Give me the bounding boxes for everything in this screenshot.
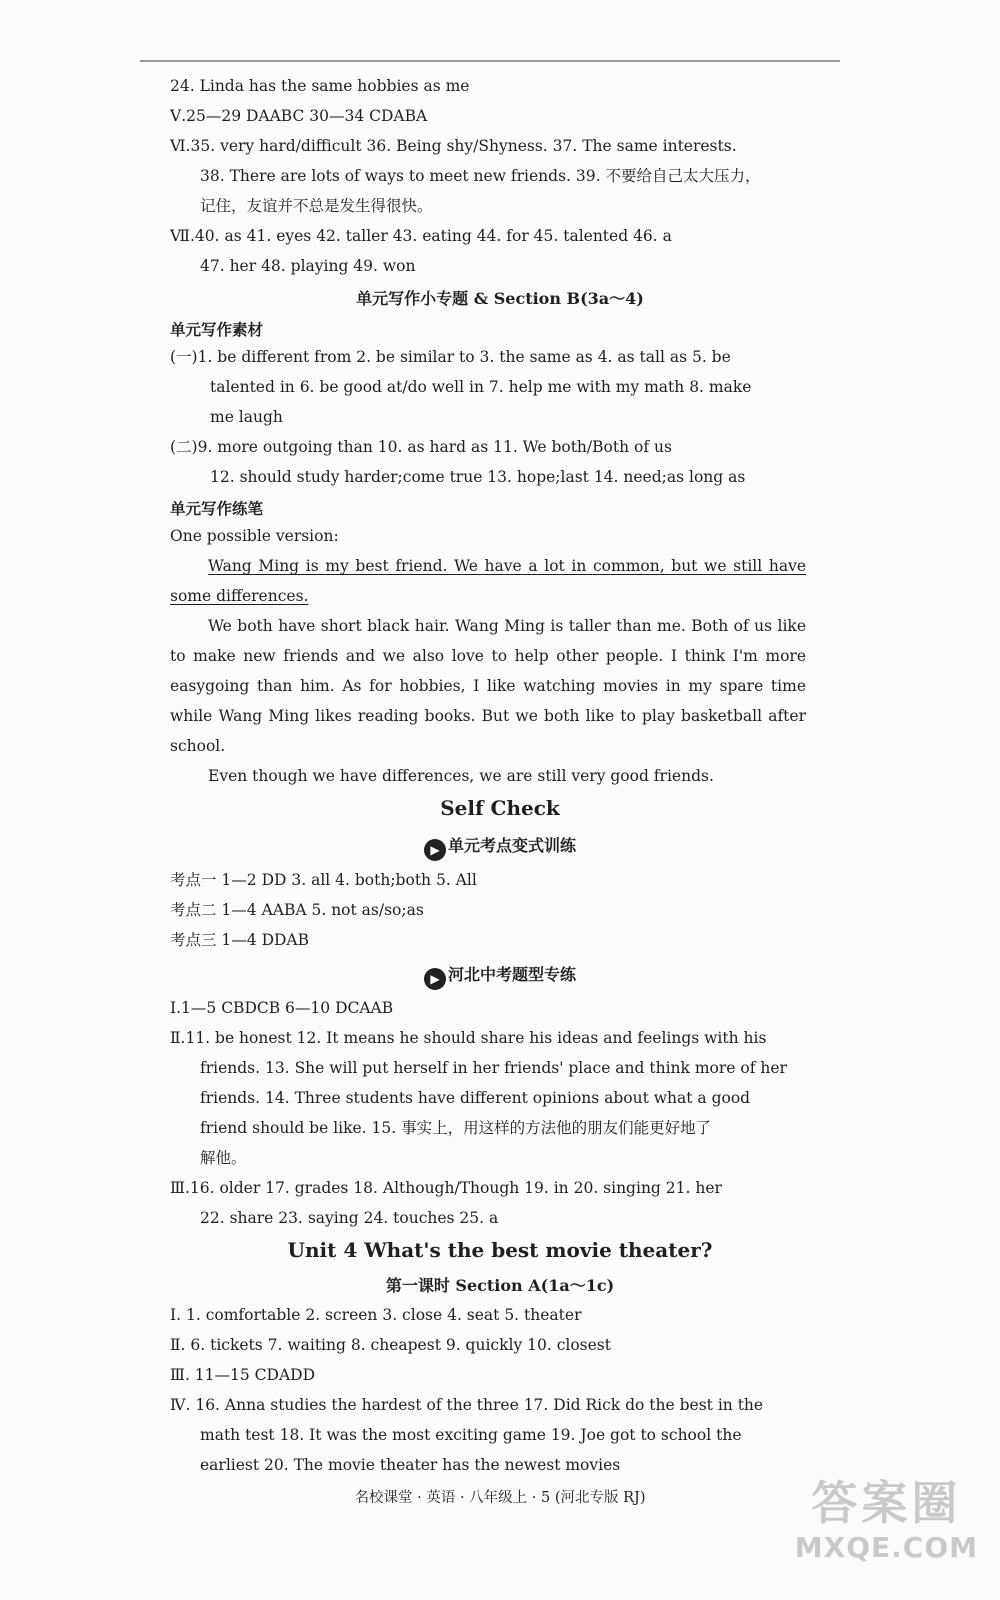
self-check-title: Self Check bbox=[440, 796, 560, 820]
unit4-lesson-title: 第一课时 Section A(1a～1c) bbox=[385, 1276, 615, 1295]
hebei-line-3a: Ⅲ.16. older 17. grades 18. Although/Though 19. in 20. singing 21. her bbox=[170, 1179, 722, 1197]
unit4-line-4c: earliest 20. The movie theater has the newest movies bbox=[200, 1456, 621, 1474]
hebei-line-2a: Ⅱ.11. be honest 12. It means he should share his ideas and feelings with his bbox=[170, 1029, 767, 1047]
hebei-line-2e: 解他。 bbox=[200, 1149, 247, 1167]
essay-paragraph-3: Even though we have differences, we are still very good friends. bbox=[208, 767, 714, 785]
answer-line-vi-a: Ⅵ.35. very hard/difficult 36. Being shy/Shyness. 37. The same interests. bbox=[170, 137, 737, 155]
essay-paragraph-1 bbox=[170, 551, 806, 611]
self-check-section-2 bbox=[0, 962, 1000, 990]
unit4-line-3: Ⅲ. 11—15 CDADD bbox=[170, 1366, 316, 1384]
hebei-line-2b: friends. 13. She will put herself in her friends' place and think more of her bbox=[200, 1059, 787, 1077]
unit4-line-1: Ⅰ. 1. comfortable 2. screen 3. close 4. seat 5. theater bbox=[170, 1306, 582, 1324]
answer-line-vii-a: Ⅶ.40. as 41. eyes 42. taller 43. eating 44. for 45. talented 46. a bbox=[170, 227, 672, 245]
possible-version-label: One possible version: bbox=[170, 527, 339, 545]
answer-line-v: Ⅴ.25—29 DAABC 30—34 CDABA bbox=[170, 107, 428, 125]
writing-section-title: 单元写作小专题 & Section B(3a～4) bbox=[356, 289, 644, 308]
essay-paragraph-2: We both have short black hair. Wang Ming is taller than me. Both of us like to make new friends and we also love to help other people. I think I'm more easygoing than him. As for hobbies, I like watching movies in my spare time while Wang Ming likes reading books. But we both like to play basketball after school. bbox=[170, 617, 806, 755]
hebei-line-3b: 22. share 23. saying 24. touches 25. a bbox=[200, 1209, 499, 1227]
material-line-1b: talented in 6. be good at/do well in 7. help me with my math 8. make bbox=[210, 378, 752, 396]
self-check-section-1-title: 单元考点变式训练 bbox=[447, 836, 576, 855]
answer-line-24: 24. Linda has the same hobbies as me bbox=[170, 77, 470, 95]
self-check-section-2-title: 河北中考题型专练 bbox=[447, 965, 576, 984]
unit4-line-2: Ⅱ. 6. tickets 7. waiting 8. cheapest 9. quickly 10. closest bbox=[170, 1336, 611, 1354]
material-line-2a: (二)9. more outgoing than 10. as hard as 11. We both/Both of us bbox=[170, 438, 672, 456]
material-line-1a: (一)1. be different from 2. be similar to 3. the same as 4. as tall as 5. be bbox=[170, 348, 731, 366]
self-check-section-1 bbox=[0, 833, 1000, 861]
hebei-line-1: Ⅰ.1—5 CBDCB 6—10 DCAAB bbox=[170, 999, 394, 1017]
material-line-1c: me laugh bbox=[210, 408, 283, 426]
page-footer: 名校课堂 · 英语 · 八年级上 · 5 (河北专版 RJ) bbox=[354, 1490, 646, 1506]
hebei-line-2d: friend should be like. 15. 事实上，用这样的方法他的朋友们能更好地了 bbox=[200, 1119, 712, 1137]
top-rule bbox=[140, 60, 840, 62]
watermark-bottom: MXQE.COM bbox=[794, 1531, 978, 1564]
essay-topic-sentence: Wang Ming is my best friend. We have a lot in common, but we still have some differences. bbox=[170, 557, 806, 605]
play-arrow-icon: ▶ bbox=[424, 839, 446, 861]
answer-line-vi-b: 38. There are lots of ways to meet new friends. 39. 不要给自己太大压力， bbox=[200, 167, 761, 185]
play-arrow-icon: ▶ bbox=[424, 968, 446, 990]
answer-line-vii-b: 47. her 48. playing 49. won bbox=[200, 257, 416, 275]
unit4-line-4b: math test 18. It was the most exciting game 19. Joe got to school the bbox=[200, 1426, 742, 1444]
unit4-title: Unit 4 What's the best movie theater? bbox=[287, 1238, 713, 1262]
key-point-3: 考点三 1—4 DDAB bbox=[170, 931, 310, 949]
answer-line-vi-c: 记住，友谊并不总是发生得很快。 bbox=[200, 197, 433, 215]
writing-practice-title: 单元写作练笔 bbox=[170, 500, 264, 518]
hebei-line-2c: friends. 14. Three students have different opinions about what a good bbox=[200, 1089, 751, 1107]
writing-material-title: 单元写作素材 bbox=[170, 321, 264, 339]
key-point-2: 考点二 1—4 AABA 5. not as/so;as bbox=[170, 901, 424, 919]
unit4-line-4a: Ⅳ. 16. Anna studies the hardest of the three 17. Did Rick do the best in the bbox=[170, 1396, 764, 1414]
watermark-top: 答案圈 bbox=[811, 1476, 962, 1530]
key-point-1: 考点一 1—2 DD 3. all 4. both;both 5. All bbox=[170, 871, 477, 889]
watermark bbox=[794, 1476, 978, 1564]
material-line-2b: 12. should study harder;come true 13. hope;last 14. need;as long as bbox=[210, 468, 746, 486]
